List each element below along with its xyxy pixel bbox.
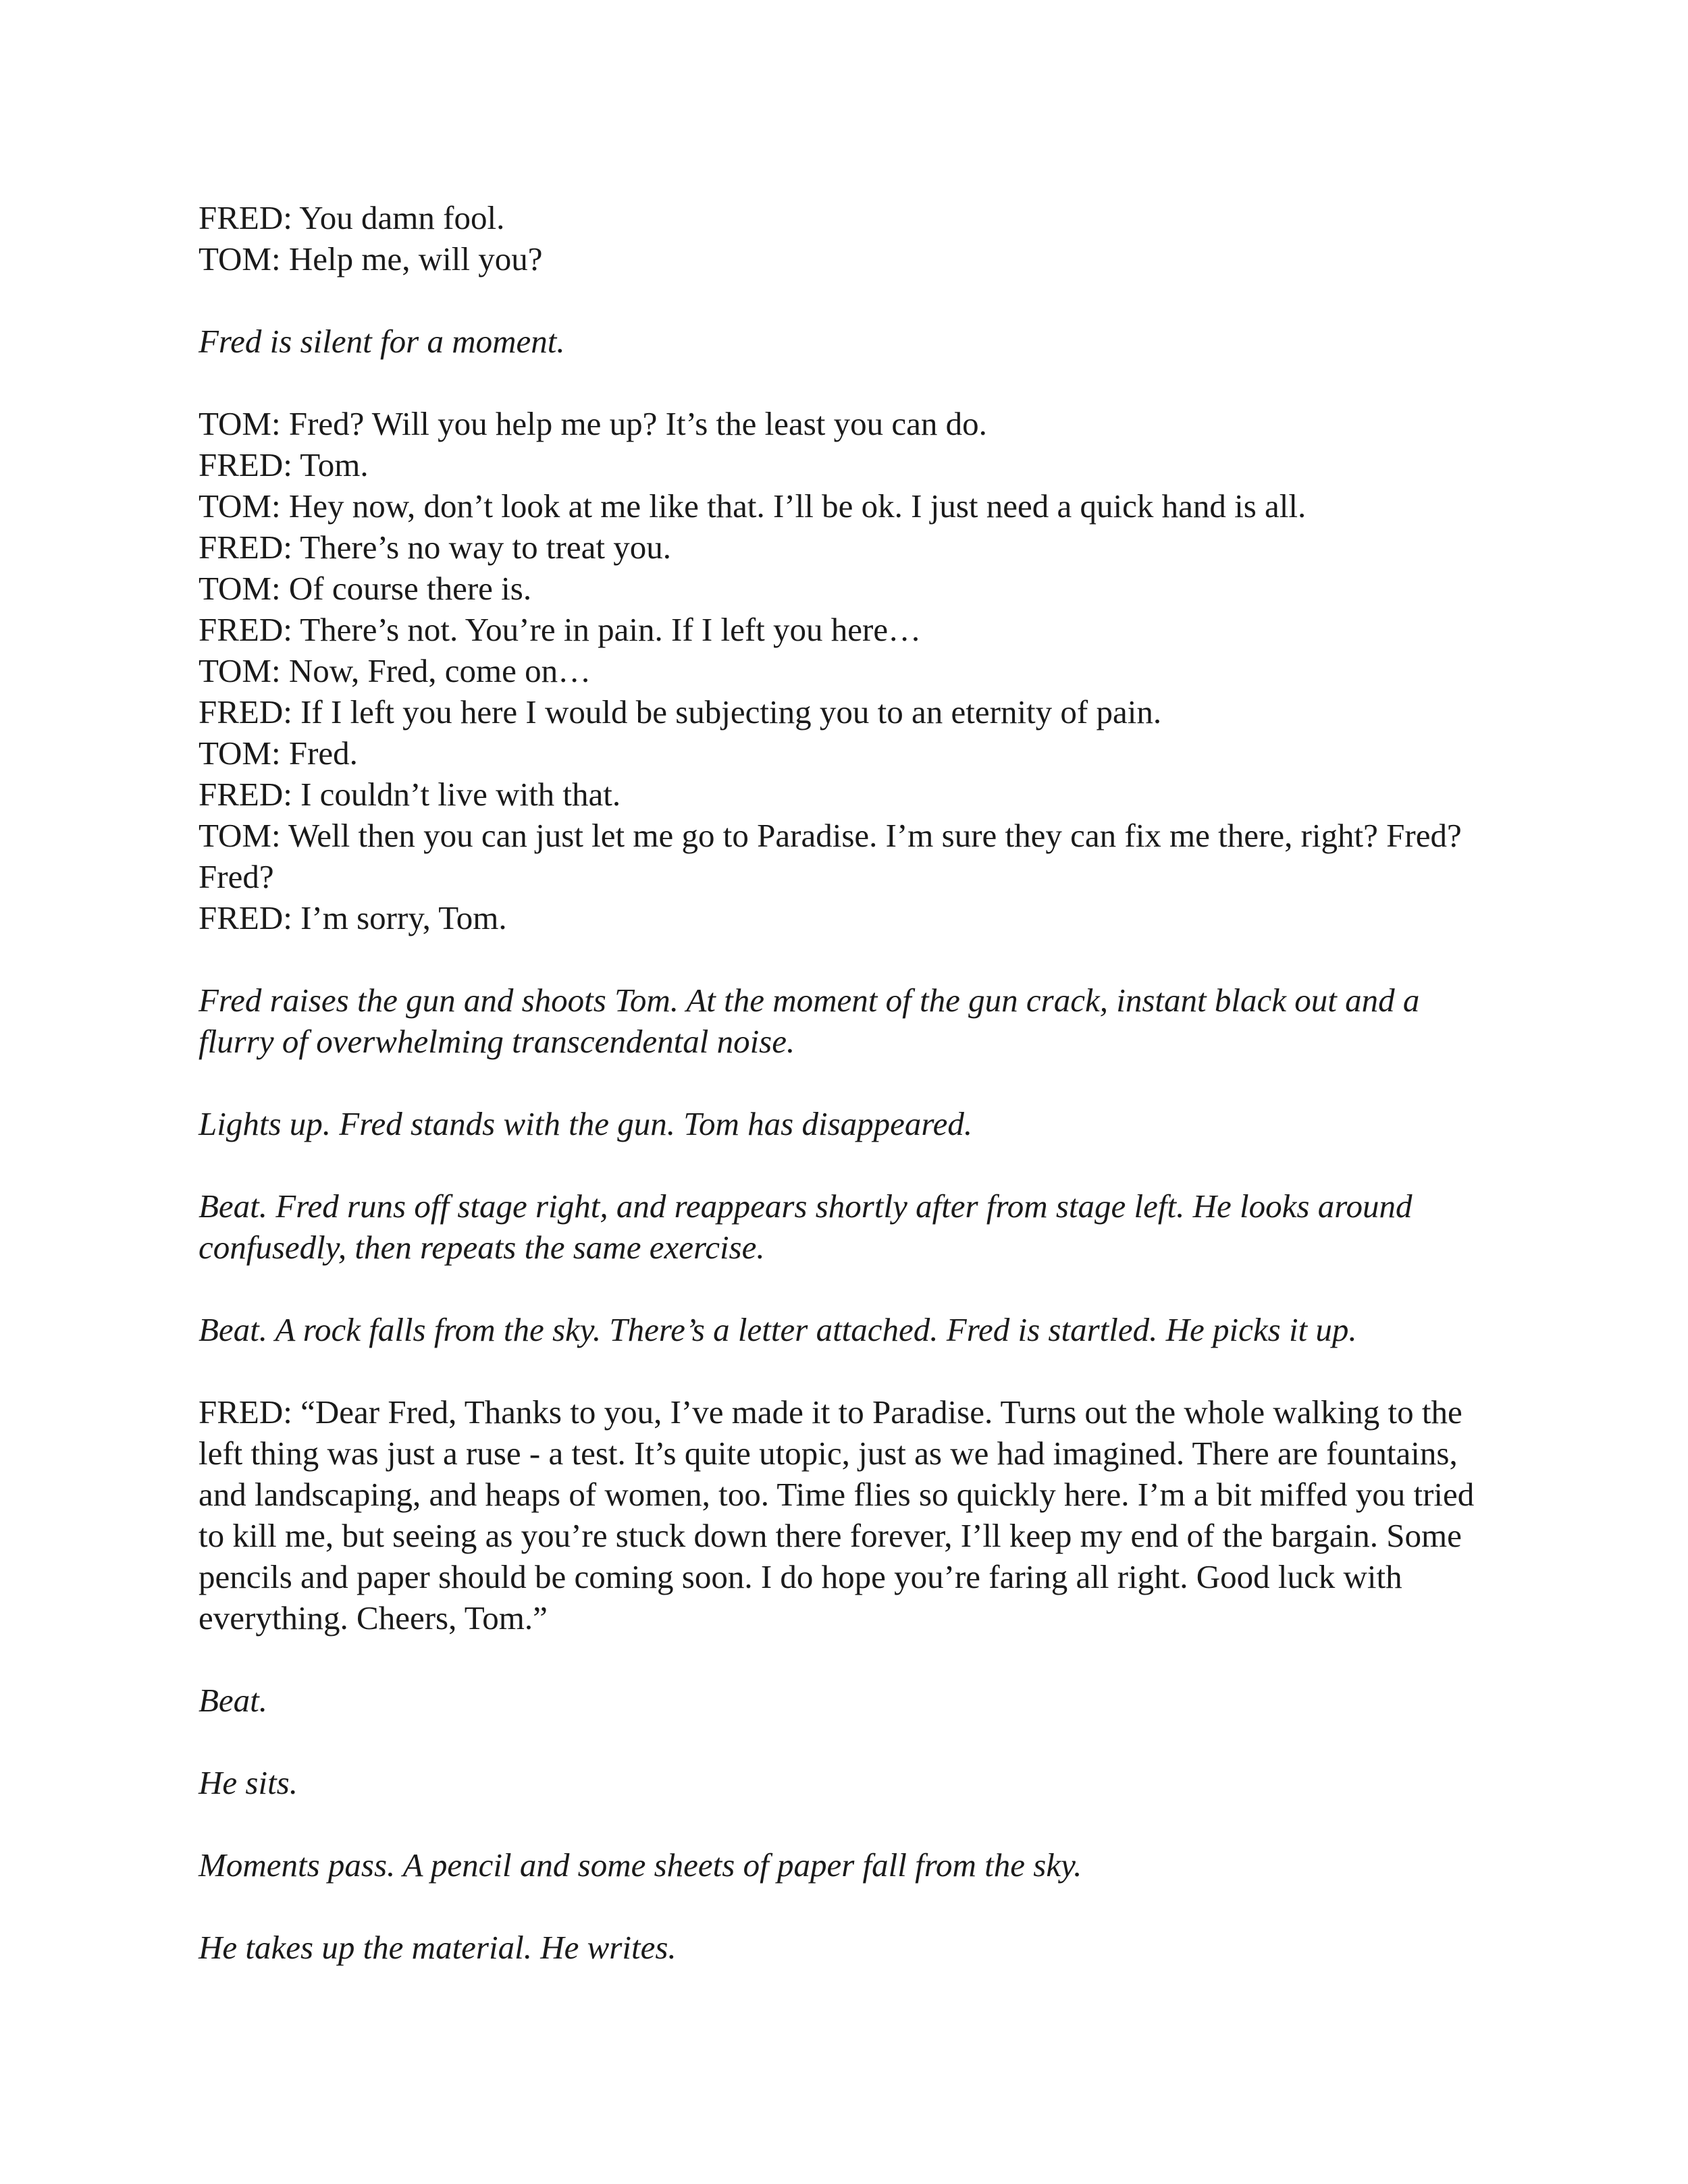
dialogue-line: FRED: I couldn’t live with that. bbox=[199, 776, 621, 813]
blank-line bbox=[199, 1886, 1502, 1927]
dialogue-line: FRED: There’s not. You’re in pain. If I left you here… bbox=[199, 611, 922, 648]
dialogue-line: TOM: Of course there is. bbox=[199, 570, 532, 607]
dialogue-line: FRED: If I left you here I would be subjecting you to an eternity of pain. bbox=[199, 693, 1162, 730]
script-page bbox=[199, 197, 1502, 1968]
dialogue-line: TOM: Fred. bbox=[199, 735, 358, 772]
blank-line bbox=[199, 1803, 1502, 1844]
stage-direction: Fred is silent for a moment. bbox=[199, 323, 565, 360]
dialogue-line: TOM: Well then you can just let me go to Paradise. I’m sure they can fix me there, right? Fred? Fred? bbox=[199, 817, 1462, 895]
stage-direction: Beat. A rock falls from the sky. There’s a letter attached. Fred is startled. He picks it up. bbox=[199, 1311, 1357, 1348]
blank-line bbox=[199, 1350, 1502, 1391]
blank-line bbox=[199, 1062, 1502, 1103]
stage-direction: He sits. bbox=[199, 1764, 298, 1801]
blank-line bbox=[199, 1721, 1502, 1762]
dialogue-line: FRED: There’s no way to treat you. bbox=[199, 529, 671, 566]
blank-line bbox=[199, 1639, 1502, 1680]
dialogue-line: FRED: Tom. bbox=[199, 446, 369, 483]
blank-line bbox=[199, 279, 1502, 321]
dialogue-line: TOM: Help me, will you? bbox=[199, 240, 543, 277]
blank-line bbox=[199, 938, 1502, 980]
dialogue-line: TOM: Hey now, don’t look at me like that. I’ll be ok. I just need a quick hand is all. bbox=[199, 487, 1307, 525]
stage-direction: Beat. Fred runs off stage right, and reappears shortly after from stage left. He looks around confusedly, then repeats the same exercise. bbox=[199, 1188, 1413, 1266]
stage-direction: Lights up. Fred stands with the gun. Tom has disappeared. bbox=[199, 1105, 973, 1142]
dialogue-line: FRED: You damn fool. bbox=[199, 199, 505, 236]
stage-direction: Moments pass. A pencil and some sheets of paper fall from the sky. bbox=[199, 1846, 1082, 1884]
dialogue-line: FRED: I’m sorry, Tom. bbox=[199, 899, 507, 936]
blank-line bbox=[199, 362, 1502, 403]
stage-direction: He takes up the material. He writes. bbox=[199, 1929, 677, 1966]
stage-direction: Fred raises the gun and shoots Tom. At the moment of the gun crack, instant black out and a flurry of overwhelming transcendental noise. bbox=[199, 982, 1420, 1060]
dialogue-line: FRED: “Dear Fred, Thanks to you, I’ve made it to Paradise. Turns out the whole walking to the left thing was just a ruse - a test. It’s quite utopic, just as we had imagined. There are fountains, and landscaping, and heaps of women, too. Time flies so quickly here. I’m a bit miffed you tried to kill me, but seeing as you’re stuck down there forever, I’ll keep my end of the bargain. Some pencils and paper should be coming soon. I do hope you’re faring all right. Good luck with everything. Cheers, Tom.” bbox=[199, 1393, 1475, 1636]
dialogue-line: TOM: Fred? Will you help me up? It’s the least you can do. bbox=[199, 405, 987, 442]
stage-direction: Beat. bbox=[199, 1682, 268, 1719]
blank-line bbox=[199, 1268, 1502, 1309]
blank-line bbox=[199, 1144, 1502, 1186]
dialogue-line: TOM: Now, Fred, come on… bbox=[199, 652, 591, 689]
